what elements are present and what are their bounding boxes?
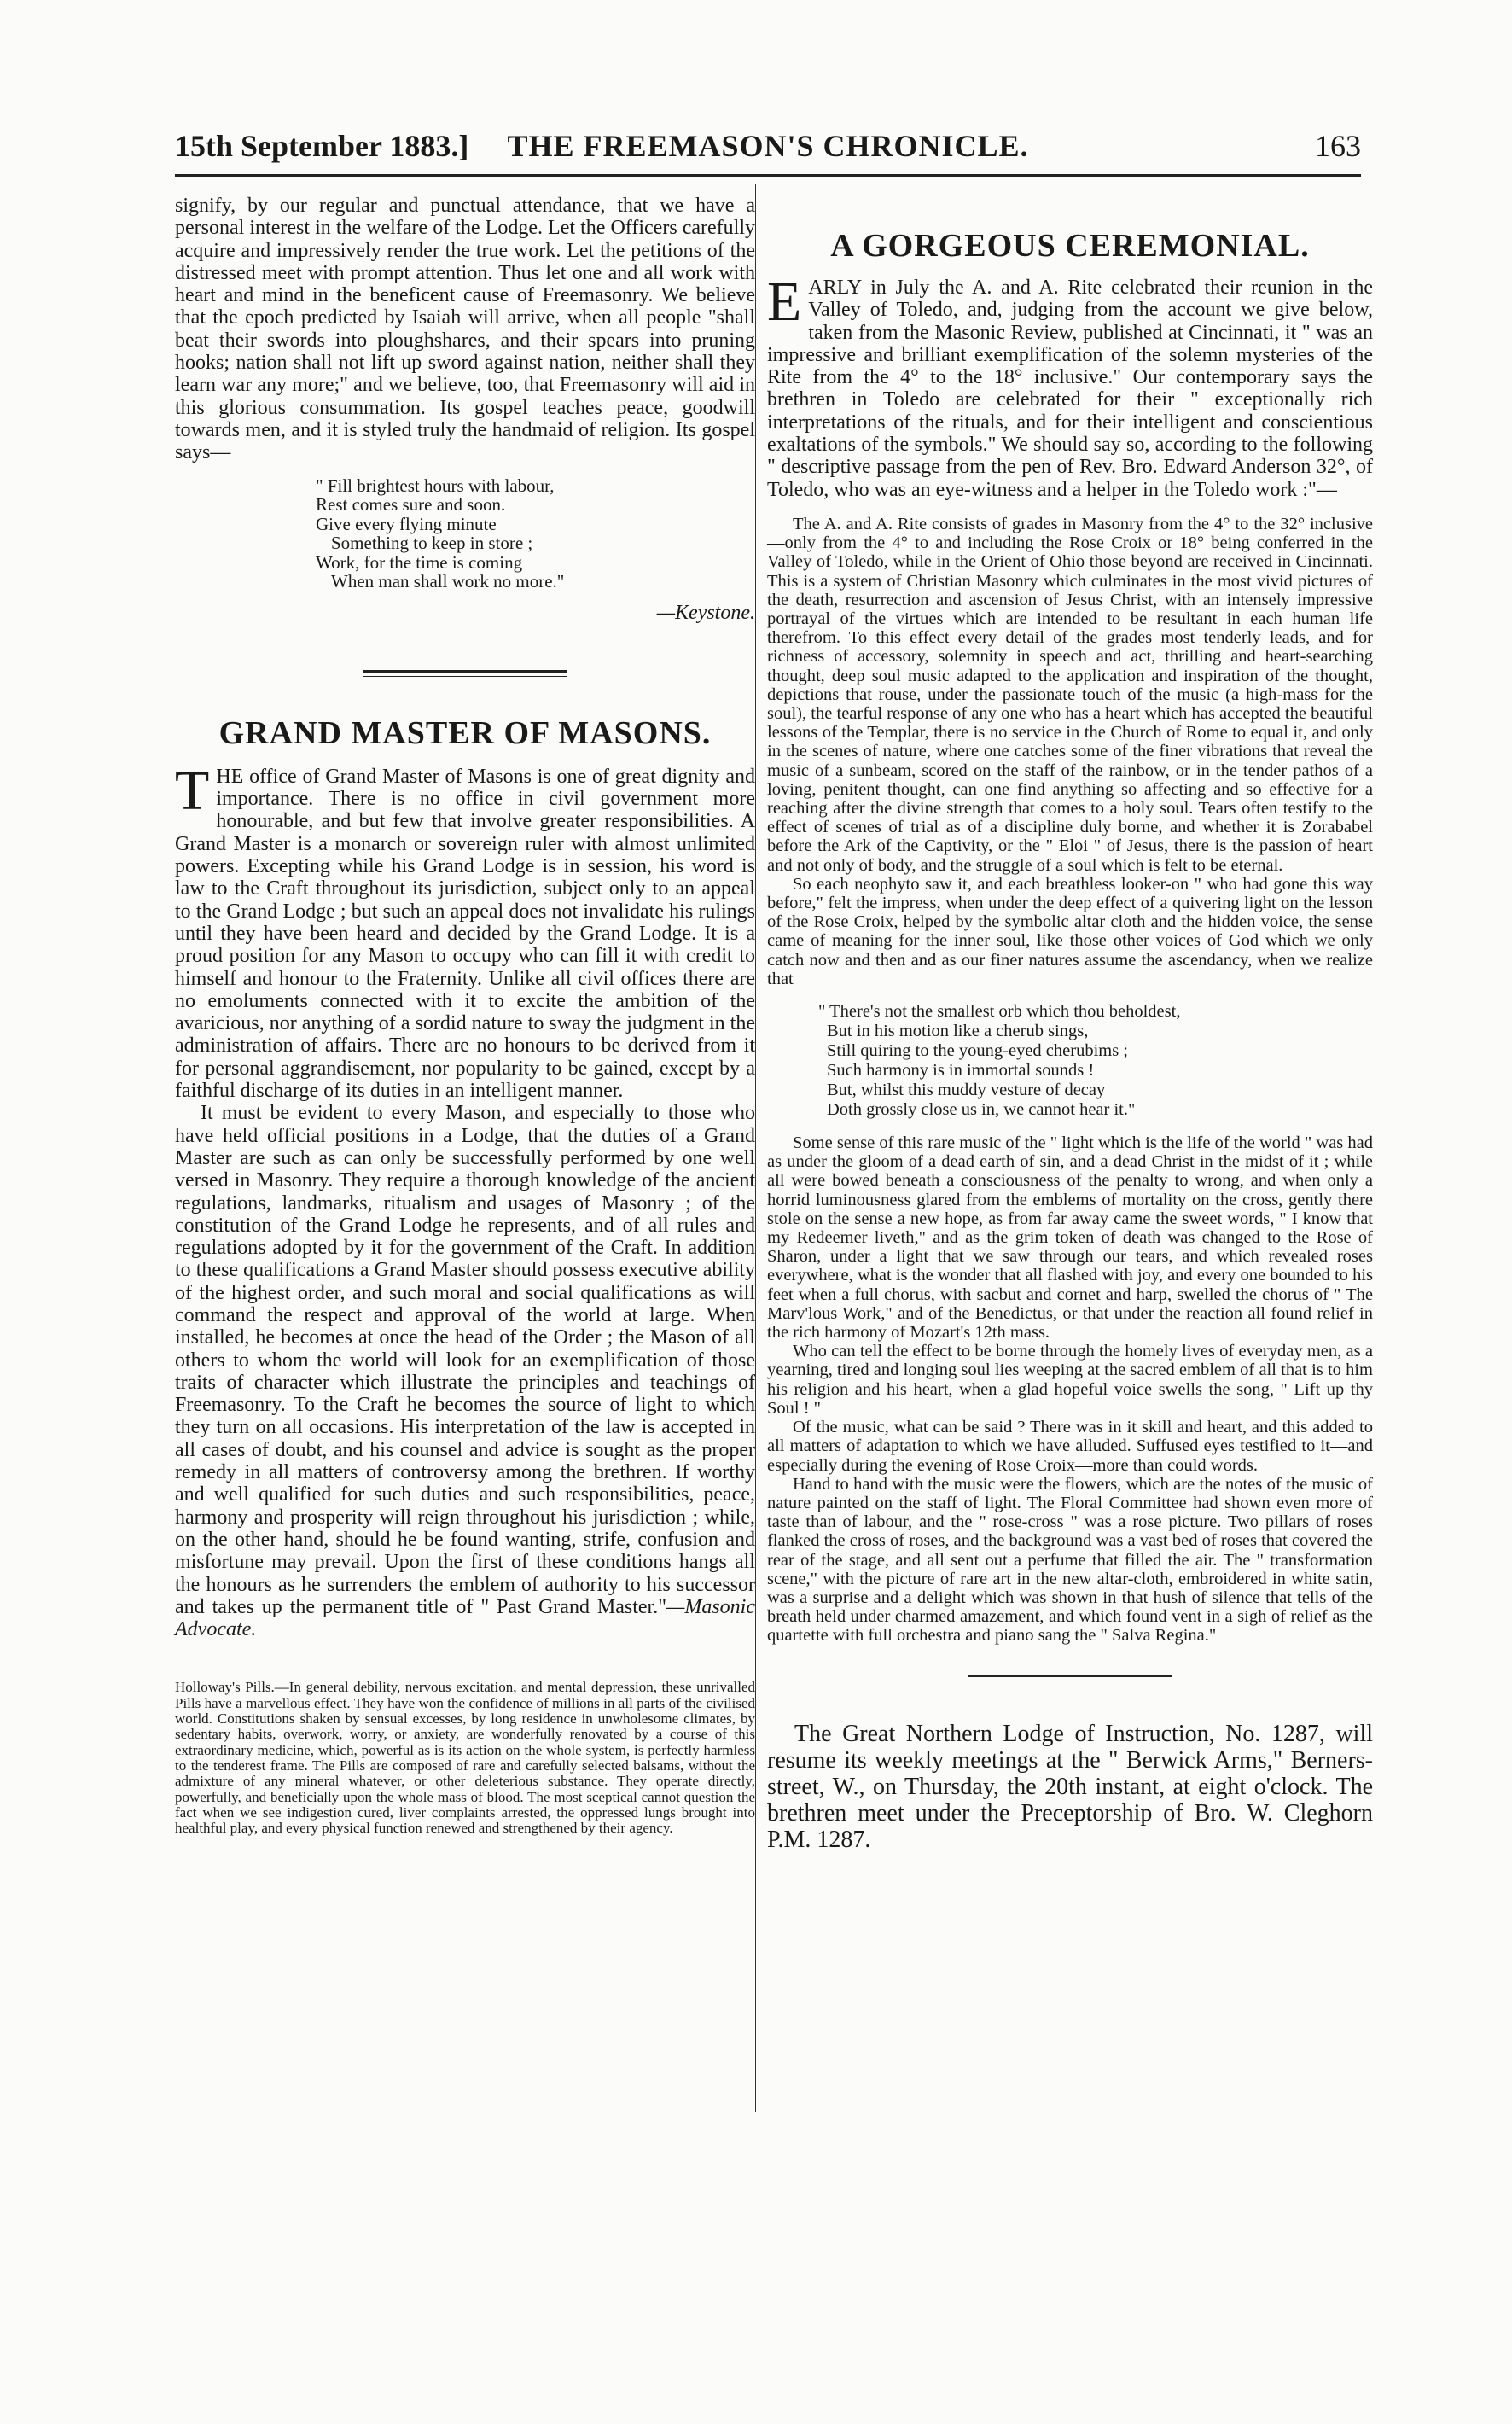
quote-paragraph: Of the music, what can be said ? There was in it skill and heart, and this added to all matters of adaptation to which we have alluded. Suffused eyes testified to it—and especially during the evening of Rose Croix—more than could words. — [767, 1418, 1373, 1475]
poem-block — [316, 476, 755, 591]
poem-line: " Fill brightest hours with labour, — [316, 475, 555, 496]
drop-cap: E — [767, 271, 802, 333]
paragraph-text: It must be evident to every Mason, and especially to those who have held official positions in a Lodge, that the duties of a Grand Master are such as can only be successfully performed by one well versed in Masonry. They require a thorough knowledge of the ancient regulations, landmarks, ritualism and usages of Masonry ; of the constitution of the Grand Lodge he represents, and of all rules and regulations adopted by it for the government of the Craft. In addition to these qualifications a Grand Master should possess executive ability of the highest order, and such moral and social qualifications as will command the respect and approval of the world at large. When installed, he becomes at once the head of the Order ; the Mason of all others to whom the world will look for an exemplification of those traits of character which illustrate the principles and teachings of Freemasonry. To the Craft he becomes the source of light to which they turn on all occasions. His interpretation of the law is accepted in all cases of doubt, and his counsel and advice is sought as the proper remedy in all matters of controversy among the brethren. If worthy and well qualified for such duties and such responsibilities, peace, harmony and prosperity will reign throughout his jurisdiction ; while, on the other hand, should he be found wanting, strife, confusion and misfortune may prevail. Upon the first of these conditions hangs all the honours as he surrenders the emblem of authority to his successor and takes up the permanent title of " Past Grand Master." — [175, 1102, 755, 1618]
article-attribution: —Masonic Advocate. — [175, 1595, 755, 1641]
section-separator — [968, 1675, 1172, 1681]
poem-line: Such harmony is in immortal sounds ! — [827, 1061, 1095, 1081]
poem-line: Doth grossly close us in, we cannot hear it." — [827, 1100, 1136, 1120]
poem-block — [818, 1002, 1373, 1120]
publication-title: THE FREEMASON'S CHRONICLE. — [507, 129, 1029, 163]
poem-line: " There's not the smallest orb which thou beholdest, — [818, 1002, 1181, 1022]
advertisement: Holloway's Pills.—In general debility, nervous excitation, and mental depression, these unrivalled Pills have a marvellous effect. They have won the confidence of millions in all parts of the civilised world. Constitutions shaken by sensual excesses, by long residence in unwholesome climates, by sedentary habits, overwork, worry, or anxiety, are wonderfully renovated by a course of this extraordinary medicine, which, powerful as is its action on the whole system, is perfectly harmless to the tenderest frame. The Pills are composed of rare and carefully selected balsams, without the admixture of any mineral whatever, or other deleterious substance. They operate directly, powerfully, and beneficially upon the whole mass of blood. The most sceptical cannot question the fact when we see indigestion cured, liver complaints arrested, the oppressed lungs brought into healthful play, and every physical function renewed and strengthened by their agency. — [175, 1679, 755, 1837]
poem-line: But in his motion like a cherub sings, — [827, 1022, 1089, 1041]
left-column — [175, 195, 755, 1836]
poem-line: Still quiring to the young-eyed cherubims ; — [827, 1041, 1129, 1061]
poem-line: Give every flying minute — [316, 513, 497, 534]
page-number: 163 — [1315, 129, 1361, 163]
lodge-notice: The Great Northern Lodge of Instruction, No. 1287, will resume its weekly meetings at the " Berwick Arms," Berners-street, W., on Thursday, the 20th instant, at eight o'clock. The brethren meet under the Preceptorship of Bro. W. Cleghorn P.M. 1287. — [767, 1720, 1373, 1853]
quote-paragraph: Hand to hand with the music were the flowers, which are the notes of the music of nature painted on the staff of light. The Floral Committee had shown even more of taste than of labour, and the " rose-cross " was a rose picture. Two pillars of roses flanked the cross of roses, and the background was a vast bed of roses that covered the rear of the stage, and all sent out a perfume that filled the air. The " transformation scene," with the picture of rare art in the new altar-cloth, embroidered in white satin, was a surprise and a delight which was shown in that hush of silence that tells of the breath held under charmed amazement, and which found vent in a sigh of relief as the quartette with full orchestra and piano sang the " Salva Regina." — [767, 1474, 1373, 1646]
right-column — [755, 195, 1373, 1853]
quote-paragraph: Some sense of this rare music of the " light which is the life of the world " was had as under the gloom of a dead earth of sin, and a dead Christ in the midst of it ; while all were bowed beneath a consciousness of the penalty to wrong, and when only a horrid luminousness glared from the emblems of mortality on the cross, gently there stole on the sense a new hope, as from far away came the sweet words, " I know that my Redeemer liveth," and as the grim token of death was changed to the Rose of Sharon, under a light that we saw through our tears, and which revealed roses everywhere, what is the wonder that all flashed with joy, and every one bounded to his feet when a full chorus, with sacbut and cornet and harp, swelled the chorus of " The Marv'lous Work," and of the Benedictus, or that under the reaction all found relief in the rich harmony of Mozart's 12th mass. — [767, 1133, 1373, 1343]
page-header — [175, 128, 1361, 171]
quote-paragraph: Who can tell the effect to be borne through the homely lives of everyday men, as a yearning, tired and longing soul lies weeping at the sacred emblem of all that is to him his religion and his heart, when a glad hopeful voice swells the song, " Lift up thy Soul ! " — [767, 1342, 1373, 1418]
article-paragraph — [175, 759, 755, 1103]
continued-paragraph: signify, by our regular and punctual attendance, that we have a personal interest in the welfare of the Lodge. Let the Officers carefully acquire and impressively render the true work. Let the petitions of the distressed meet with prompt attention. Thus let one and all work with heart and mind in the beneficent cause of Freemasonry. We believe that the epoch predicted by Isaiah will arrive, when all people "shall beat their swords into ploughshares, and their spears into pruning hooks; nation shall not lift up sword against nation, neither shall they learn war any more;" and we believe, too, that Freemasonry will aid in this glorious consummation. Its gospel teaches peace, goodwill towards men, and it is styled truly the handmaid of religion. Its gospel says— — [175, 195, 755, 464]
paragraph-text: HE office of Grand Master of Masons is one of great dignity and importance. There is no office in civil government more honourable, and but few that involve greater responsibilities. A Grand Master is a monarch or sovereign ruler with almost unlimited powers. Excepting while his Grand Lodge is in session, his word is law to the Craft throughout its jurisdiction, subject only to an appeal to the Grand Lodge ; but such an appeal does not invalidate his rulings until they have been heard and decided by the Grand Lodge. It is a proud position for any Mason to occupy who can fill it with credit to himself and honour to the Fraternity. Unlike all civil offices there are no emoluments connected with it to excite the ambition of the avaricious, nor anything of a sordid nature to sway the judgment in the administration of affairs. There are no honours to be derived from it for personal aggrandisement, nor popularity to be gained, except by a faithful discharge of its duties in an intelligent manner. — [175, 765, 755, 1103]
quoted-passage — [767, 515, 1373, 1646]
poem-line: Work, for the time is coming — [316, 551, 523, 573]
section-separator — [363, 670, 567, 677]
header-rule — [175, 174, 1361, 177]
poem-line: Something to keep in store ; — [331, 533, 533, 554]
poem-line: Rest comes sure and soon. — [316, 494, 506, 516]
article-title: A GORGEOUS CEREMONIAL. — [830, 228, 1310, 264]
article-paragraph — [175, 1102, 755, 1640]
poem-attribution: —Keystone. — [656, 601, 755, 624]
quote-paragraph: The A. and A. Rite consists of grades in Masonry from the 4° to the 32° inclusive—only from the 4° to and including the Rose Croix or 18° being conferred in the Valley of Toledo, while in the Orient of Ohio those beyond are received in Cincinnati. This is a system of Christian Masonry which culminates in the most vivid pictures of the death, resurrection and ascension of Jesus Christ, with an intensely impressive portrayal of the virtues which are intended to be resultant in each human life therefrom. To this effect every detail of the grades most tenderly leads, and for richness of accessory, solemnity in speech and act, thrilling and heart-searching thought, deep soul music adapted to the application and inspiration of the thought, depictions that rouse, under the passionate touch of the music (a high-mass for the soul), the tearful response of any one who has a heart which has accepted the beautiful lessons of the Templar, there is no service in the Church of Rome to equal it, and only in the scenes of nature, where one catches some of the finer vibrations that reveal the music of a sunbeam, scored on the staff of the rainbow, or in the tender pathos of a loving, penitent thought, can one find anything so affecting and so effective for a reaching after the divine strength that comes to a holy soul. Tears often testify to the effect of scenes of trial as of a discipline duly borne, and whether it is Zorababel before the Ark of the Captivity, or the " Eloi " of Jesus, there is the passion of heart and not only of body, and the struggle of a soul which is felt to be eternal. — [767, 514, 1373, 875]
article-title: GRAND MASTER OF MASONS. — [218, 714, 712, 751]
poem-line: But, whilst this muddy vesture of decay — [827, 1081, 1106, 1100]
quote-paragraph: So each neophyto saw it, and each breathless looker-on " who had gone this way before," felt the impress, when under the deep effect of a quivering light on the lesson of the Rose Croix, helped by the symbolic altar cloth and the hidden voice, the sense came of meaning for the inner soul, like those other voices of God which we only catch now and then and as our finer natures assume the ascendancy, when we realize that — [767, 874, 1373, 988]
drop-cap: T — [175, 759, 210, 822]
paragraph-text: ARLY in July the A. and A. Rite celebrated their reunion in the Valley of Toledo, and, judging from the account we give below, taken from the Masonic Review, published at Cincinnati, it " was an impressive and brilliant exemplification of the solemn mysteries of the Rite from the 4° to the 18° inclusive." Our contemporary says the brethren in Toledo are celebrated for their " exceptionally rich interpretations of the rituals, and for their intelligent and conscientious exaltations of the symbols." We should say so, according to the following " descriptive passage from the pen of Rev. Bro. Edward Anderson 32°, of Toledo, who was an eye-witness and a helper in the Toledo work :"— — [767, 277, 1373, 501]
article-intro — [767, 271, 1373, 501]
issue-date: 15th September 1883.] — [175, 129, 469, 163]
poem-line: When man shall work no more." — [331, 571, 565, 592]
